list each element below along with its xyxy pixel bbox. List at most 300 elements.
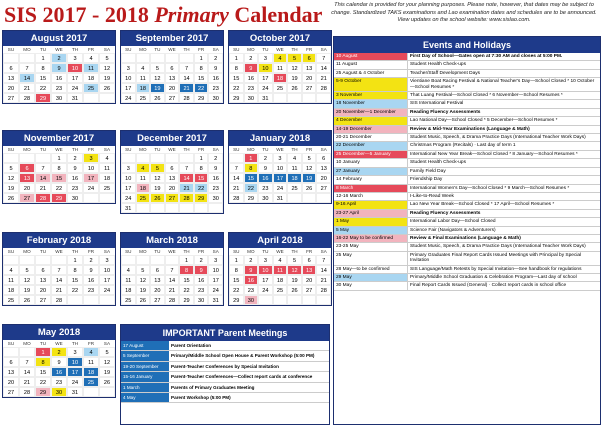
day-cell: 11 bbox=[136, 73, 151, 83]
day-cell: 22 bbox=[229, 83, 244, 93]
day-cell: 15 bbox=[51, 173, 67, 183]
day-cell: 26 bbox=[302, 183, 317, 193]
weekday-label: SA bbox=[212, 249, 219, 254]
day-cell: 14 bbox=[19, 367, 35, 377]
day-cell: 16 bbox=[83, 275, 99, 285]
weekday-label: TU bbox=[39, 47, 47, 52]
day-cell: 24 bbox=[273, 183, 288, 193]
day-cell: 26 bbox=[150, 193, 165, 203]
month-calendar bbox=[120, 30, 224, 104]
day-cell: 28 bbox=[35, 193, 51, 203]
weekday-label: TH bbox=[71, 47, 79, 52]
month-calendar bbox=[228, 30, 332, 104]
day-cell: 10 bbox=[83, 163, 99, 173]
day-cell: 19 bbox=[287, 73, 302, 83]
month-calendar bbox=[2, 232, 116, 306]
day-cell: 21 bbox=[35, 183, 51, 193]
weekday-label: WE bbox=[276, 147, 284, 152]
day-cell: 5 bbox=[99, 53, 115, 63]
day-cell: 31 bbox=[208, 295, 223, 305]
day-cell: 26 bbox=[287, 285, 302, 295]
weekday-label: FR bbox=[87, 341, 95, 346]
day-cell: 9 bbox=[258, 163, 273, 173]
day-cell: 30 bbox=[67, 193, 83, 203]
day-cell: 28 bbox=[229, 193, 244, 203]
weekday-label: SU bbox=[125, 249, 132, 254]
day-cell: 3 bbox=[67, 347, 83, 357]
day-cell: 27 bbox=[3, 387, 19, 397]
weekday-label: FR bbox=[306, 147, 313, 152]
day-cell: 25 bbox=[121, 295, 136, 305]
day-cell: 13 bbox=[150, 275, 165, 285]
day-cell: 7 bbox=[19, 357, 35, 367]
day-cell: 12 bbox=[150, 173, 165, 183]
day-cell: 19 bbox=[302, 173, 317, 183]
event-text: Primary Graduates Final Report Cards Issued Meetings with Principal by Special Invitation bbox=[410, 252, 582, 264]
day-cell: 4 bbox=[273, 53, 288, 63]
weekday-label: FR bbox=[306, 47, 313, 52]
meeting-date: 5 September bbox=[121, 351, 169, 360]
meeting-text: Parent Orientation bbox=[171, 343, 212, 348]
event-row bbox=[334, 252, 600, 266]
weekday-label: WE bbox=[55, 147, 63, 152]
weekday-label: MO bbox=[139, 47, 147, 52]
day-cell bbox=[179, 153, 194, 163]
weekday-label: SU bbox=[7, 249, 15, 254]
day-cell: 12 bbox=[287, 265, 302, 275]
day-cell: 13 bbox=[302, 63, 317, 73]
meeting-text: Parents of Primary Graduates Meeting bbox=[171, 384, 255, 390]
day-cell bbox=[165, 153, 180, 163]
day-cell: 26 bbox=[19, 295, 35, 305]
event-row bbox=[334, 109, 600, 117]
day-cell: 26 bbox=[136, 295, 151, 305]
day-cell: 26 bbox=[287, 83, 302, 93]
day-cell bbox=[99, 387, 115, 397]
day-cell: 14 bbox=[316, 63, 331, 73]
day-cell: 25 bbox=[273, 83, 288, 93]
event-text: Review & Final Examinations (Language & Math) bbox=[410, 235, 521, 241]
month-calendar bbox=[120, 130, 224, 214]
day-cell: 6 bbox=[302, 255, 317, 265]
weekday-label: WE bbox=[55, 249, 63, 254]
event-row bbox=[334, 168, 600, 176]
day-cell: 10 bbox=[99, 265, 115, 275]
weekday-label: TH bbox=[71, 147, 79, 152]
day-cell: 31 bbox=[67, 93, 83, 103]
day-cell bbox=[150, 255, 165, 265]
day-cell: 28 bbox=[19, 387, 35, 397]
month-calendar bbox=[120, 232, 224, 306]
day-cell: 15 bbox=[194, 73, 209, 83]
event-text: Review & Mid-Year Examinations (Language & Math) bbox=[410, 126, 530, 132]
event-row bbox=[334, 92, 600, 100]
weekday-label: WE bbox=[55, 47, 63, 52]
day-cell: 10 bbox=[67, 357, 83, 367]
day-cell: 30 bbox=[208, 93, 223, 103]
day-cell: 7 bbox=[179, 63, 194, 73]
day-cell bbox=[229, 153, 244, 163]
weekday-label: TU bbox=[154, 147, 161, 152]
day-cell: 22 bbox=[179, 285, 194, 295]
day-cell: 20 bbox=[35, 285, 51, 295]
day-cell: 4 bbox=[287, 153, 302, 163]
day-cell: 30 bbox=[194, 295, 209, 305]
weekday-label: TU bbox=[39, 249, 47, 254]
day-cell: 26 bbox=[99, 83, 115, 93]
day-cell: 9 bbox=[208, 163, 223, 173]
day-cell bbox=[150, 53, 165, 63]
day-cell: 24 bbox=[121, 93, 136, 103]
day-cell: 27 bbox=[35, 295, 51, 305]
weekday-label: SU bbox=[7, 47, 15, 52]
event-row bbox=[334, 142, 600, 150]
day-cell: 16 bbox=[194, 275, 209, 285]
day-cell: 5 bbox=[150, 63, 165, 73]
day-cell: 30 bbox=[51, 93, 67, 103]
weekday-label: WE bbox=[276, 249, 284, 254]
month-title: March 2018 bbox=[121, 233, 223, 248]
day-cell bbox=[3, 255, 19, 265]
meeting-row bbox=[121, 393, 329, 403]
meeting-text: Primary/Middle School Open House & Parent Workshop (5:00 PM) bbox=[171, 353, 315, 359]
events-title: Events and Holidays bbox=[334, 37, 600, 53]
event-date: 12-16 March bbox=[334, 193, 408, 200]
day-cell: 3 bbox=[67, 53, 83, 63]
day-cell: 6 bbox=[35, 265, 51, 275]
weekday-label: TU bbox=[39, 341, 47, 346]
day-cell: 2 bbox=[67, 153, 83, 163]
day-cell bbox=[136, 153, 151, 163]
day-cell: 21 bbox=[229, 183, 244, 193]
day-cell: 30 bbox=[51, 387, 67, 397]
event-text: SIS International Festival bbox=[410, 101, 464, 107]
weekday-label: WE bbox=[55, 341, 63, 346]
event-date: 5 May bbox=[334, 227, 408, 234]
weekday-label: FR bbox=[87, 47, 95, 52]
day-cell: 8 bbox=[35, 63, 51, 73]
day-cell: 11 bbox=[99, 163, 115, 173]
day-cell: 18 bbox=[136, 183, 151, 193]
day-cell: 28 bbox=[51, 295, 67, 305]
weekday-label: WE bbox=[168, 147, 176, 152]
event-row bbox=[334, 159, 600, 167]
event-text: International Labor Day—School Closed bbox=[410, 219, 496, 225]
day-cell: 29 bbox=[229, 93, 244, 103]
day-cell: 7 bbox=[35, 163, 51, 173]
day-cell: 22 bbox=[244, 183, 259, 193]
meeting-date: 17 August bbox=[121, 341, 169, 350]
day-cell: 30 bbox=[258, 193, 273, 203]
day-cell: 11 bbox=[83, 63, 99, 73]
day-cell: 3 bbox=[258, 53, 273, 63]
day-cell: 17 bbox=[258, 275, 273, 285]
day-cell: 27 bbox=[316, 183, 331, 193]
day-cell: 18 bbox=[3, 285, 19, 295]
day-cell: 9 bbox=[67, 163, 83, 173]
day-cell: 10 bbox=[121, 173, 136, 183]
weekday-label: FR bbox=[87, 147, 95, 152]
day-cell: 31 bbox=[258, 93, 273, 103]
event-text: International Women's Day—School Closed * 9 March—School Resumes * bbox=[410, 185, 570, 191]
day-cell: 27 bbox=[302, 83, 317, 93]
weekday-label: TH bbox=[183, 249, 190, 254]
event-text: Family Field Day bbox=[410, 168, 446, 174]
day-cell: 22 bbox=[67, 285, 83, 295]
day-cell: 25 bbox=[3, 295, 19, 305]
event-date: 20 November—1 December bbox=[334, 109, 408, 116]
event-row bbox=[334, 274, 600, 282]
day-cell: 6 bbox=[150, 265, 165, 275]
day-cell bbox=[83, 193, 99, 203]
weekday-label: SA bbox=[212, 47, 219, 52]
day-cell: 4 bbox=[136, 63, 151, 73]
day-cell: 5 bbox=[302, 153, 317, 163]
day-cell bbox=[165, 203, 180, 213]
event-text: Final Report Cards Issued (General) · Collect report cards in school office bbox=[410, 283, 567, 289]
day-cell: 3 bbox=[99, 255, 115, 265]
page-title: SIS 2017 - 2018 Primary Calendar bbox=[4, 2, 323, 27]
month-title: December 2017 bbox=[121, 131, 223, 146]
event-row bbox=[334, 151, 600, 159]
event-date: 25 May bbox=[334, 252, 408, 265]
weekday-label: SU bbox=[125, 47, 132, 52]
event-text: Student Health Check-ups bbox=[410, 160, 466, 166]
day-cell: 21 bbox=[19, 377, 35, 387]
meeting-date: 15-16 January bbox=[121, 372, 169, 381]
day-cell: 1 bbox=[244, 153, 259, 163]
day-cell: 1 bbox=[194, 53, 209, 63]
event-row bbox=[334, 78, 600, 92]
event-row bbox=[334, 100, 600, 108]
weekday-label: SA bbox=[103, 147, 111, 152]
weekday-label: SU bbox=[233, 249, 240, 254]
day-cell bbox=[316, 295, 331, 305]
event-text: Reading Fluency Assessments bbox=[410, 210, 481, 216]
day-cell: 28 bbox=[19, 93, 35, 103]
day-cell: 9 bbox=[51, 357, 67, 367]
day-cell: 13 bbox=[316, 163, 331, 173]
event-date: 10 August bbox=[334, 53, 408, 60]
day-cell: 23 bbox=[83, 285, 99, 295]
weekday-label: MO bbox=[247, 147, 255, 152]
day-cell: 2 bbox=[51, 347, 67, 357]
event-date: 5-9 October bbox=[334, 78, 408, 91]
event-date: 20-21 December bbox=[334, 134, 408, 141]
weekday-label: SA bbox=[103, 47, 111, 52]
day-cell: 15 bbox=[244, 173, 259, 183]
day-cell bbox=[136, 203, 151, 213]
parent-meetings-title: IMPORTANT Parent Meetings bbox=[121, 325, 329, 341]
day-cell bbox=[3, 53, 19, 63]
weekday-label: FR bbox=[87, 249, 95, 254]
weekday-label: SA bbox=[320, 147, 327, 152]
day-cell: 12 bbox=[136, 275, 151, 285]
day-cell bbox=[99, 193, 115, 203]
event-text: International New Year Break—School Closed * 8 January—School Resumes * bbox=[410, 151, 578, 157]
day-cell: 16 bbox=[67, 173, 83, 183]
weekday-label: FR bbox=[198, 147, 205, 152]
day-cell: 21 bbox=[316, 73, 331, 83]
meeting-date: 19-20 September bbox=[121, 362, 169, 371]
day-cell: 11 bbox=[136, 173, 151, 183]
event-text: Christmas Program (Recitals) · Last day of term 1 bbox=[410, 143, 516, 149]
day-cell: 4 bbox=[136, 163, 151, 173]
day-cell: 20 bbox=[165, 83, 180, 93]
month-title: February 2018 bbox=[3, 233, 115, 248]
event-row bbox=[334, 61, 600, 69]
event-date: 1 May bbox=[334, 218, 408, 225]
day-cell: 27 bbox=[165, 193, 180, 203]
weekday-label: FR bbox=[306, 249, 313, 254]
day-cell: 16 bbox=[51, 73, 67, 83]
event-row bbox=[334, 227, 600, 235]
meeting-text: Parent Workshop (5:00 PM) bbox=[171, 395, 231, 401]
event-date: 22 December bbox=[334, 142, 408, 149]
day-cell: 2 bbox=[244, 255, 259, 265]
day-cell: 12 bbox=[99, 63, 115, 73]
day-cell: 19 bbox=[99, 73, 115, 83]
event-date: 18 November bbox=[334, 100, 408, 107]
day-cell bbox=[165, 53, 180, 63]
day-cell: 3 bbox=[208, 255, 223, 265]
event-date: 16-22 May to be confirmed bbox=[334, 235, 408, 242]
day-cell: 22 bbox=[35, 83, 51, 93]
day-cell: 29 bbox=[35, 93, 51, 103]
month-title: October 2017 bbox=[229, 31, 331, 46]
weekday-label: TU bbox=[154, 47, 161, 52]
event-text: SIS Language/Math Retests by Special Invitation—See handbook for regulations bbox=[410, 266, 582, 272]
meeting-row bbox=[121, 341, 329, 351]
event-text: Friendship Day bbox=[410, 177, 443, 183]
event-row bbox=[334, 185, 600, 193]
day-cell: 25 bbox=[273, 285, 288, 295]
meeting-row bbox=[121, 362, 329, 372]
day-cell: 31 bbox=[121, 203, 136, 213]
day-cell: 5 bbox=[287, 53, 302, 63]
day-cell: 20 bbox=[19, 183, 35, 193]
weekday-label: TH bbox=[291, 249, 298, 254]
day-cell: 5 bbox=[19, 265, 35, 275]
day-cell: 29 bbox=[179, 295, 194, 305]
day-cell: 15 bbox=[194, 173, 209, 183]
day-cell: 20 bbox=[150, 285, 165, 295]
day-cell: 9 bbox=[51, 63, 67, 73]
day-cell: 26 bbox=[3, 193, 19, 203]
weekday-label: SA bbox=[103, 341, 111, 346]
day-cell: 2 bbox=[208, 153, 223, 163]
day-cell: 29 bbox=[35, 387, 51, 397]
day-cell: 28 bbox=[179, 193, 194, 203]
day-cell: 3 bbox=[258, 255, 273, 265]
disclaimer-notice: This calendar is provided for your planning purposes. Please note, however, that dates may be subject to change. Standardized TAKS examinations and Lao examination dates and schedules are to be announced. View updates on the school website: www.sislao.com. bbox=[331, 2, 597, 24]
meeting-row bbox=[121, 383, 329, 393]
day-cell: 6 bbox=[19, 163, 35, 173]
day-cell bbox=[302, 193, 317, 203]
day-cell bbox=[3, 347, 19, 357]
weekday-label: MO bbox=[139, 147, 147, 152]
day-cell bbox=[83, 295, 99, 305]
day-cell: 24 bbox=[208, 285, 223, 295]
day-cell: 21 bbox=[19, 83, 35, 93]
day-cell: 8 bbox=[229, 63, 244, 73]
day-cell: 9 bbox=[208, 63, 223, 73]
day-cell: 8 bbox=[194, 63, 209, 73]
day-cell: 20 bbox=[316, 173, 331, 183]
day-cell: 21 bbox=[316, 275, 331, 285]
day-cell: 11 bbox=[3, 275, 19, 285]
meeting-date: 1 March bbox=[121, 383, 169, 392]
weekday-label: TH bbox=[183, 147, 190, 152]
weekday-label: TH bbox=[183, 47, 190, 52]
day-cell: 24 bbox=[83, 183, 99, 193]
weekday-label: SU bbox=[233, 147, 240, 152]
day-cell: 11 bbox=[121, 275, 136, 285]
day-cell: 16 bbox=[258, 173, 273, 183]
weekday-label: TU bbox=[262, 47, 269, 52]
day-cell: 19 bbox=[150, 83, 165, 93]
day-cell: 15 bbox=[229, 275, 244, 285]
day-cell: 12 bbox=[302, 163, 317, 173]
event-date: 9-16 April bbox=[334, 201, 408, 208]
day-cell: 5 bbox=[3, 163, 19, 173]
day-cell: 10 bbox=[273, 163, 288, 173]
month-calendar bbox=[2, 324, 116, 398]
day-cell: 14 bbox=[35, 173, 51, 183]
day-cell: 4 bbox=[83, 347, 99, 357]
day-cell: 25 bbox=[83, 83, 99, 93]
day-cell: 9 bbox=[244, 265, 259, 275]
day-cell bbox=[302, 93, 317, 103]
day-cell: 5 bbox=[287, 255, 302, 265]
day-cell bbox=[302, 295, 317, 305]
day-cell: 13 bbox=[165, 173, 180, 183]
day-cell: 15 bbox=[35, 367, 51, 377]
event-date: 23-25 May bbox=[334, 243, 408, 250]
weekday-label: MO bbox=[247, 249, 255, 254]
day-cell: 16 bbox=[244, 73, 259, 83]
day-cell bbox=[179, 53, 194, 63]
day-cell: 2 bbox=[51, 53, 67, 63]
event-row bbox=[334, 218, 600, 226]
day-cell: 7 bbox=[179, 163, 194, 173]
day-cell: 29 bbox=[194, 93, 209, 103]
parent-meetings-panel bbox=[120, 324, 330, 425]
event-text: Primary/Middle School Graduation & Celebration Program—Last day of school bbox=[410, 274, 577, 280]
day-cell: 22 bbox=[51, 183, 67, 193]
day-cell: 24 bbox=[258, 83, 273, 93]
day-cell: 8 bbox=[67, 265, 83, 275]
day-cell bbox=[121, 53, 136, 63]
day-cell: 24 bbox=[67, 83, 83, 93]
day-cell: 1 bbox=[194, 153, 209, 163]
event-text: Reading Fluency Assessments bbox=[410, 109, 481, 115]
event-row bbox=[334, 201, 600, 209]
day-cell: 27 bbox=[165, 93, 180, 103]
day-cell: 12 bbox=[19, 275, 35, 285]
event-date: 29 May bbox=[334, 274, 408, 281]
day-cell: 19 bbox=[3, 183, 19, 193]
weekday-label: SA bbox=[320, 249, 327, 254]
weekday-label: TU bbox=[262, 147, 269, 152]
day-cell: 12 bbox=[3, 173, 19, 183]
day-cell bbox=[121, 255, 136, 265]
day-cell: 20 bbox=[3, 83, 19, 93]
day-cell: 11 bbox=[273, 63, 288, 73]
day-cell: 2 bbox=[258, 153, 273, 163]
day-cell: 3 bbox=[121, 63, 136, 73]
event-date: 3 November bbox=[334, 92, 408, 99]
